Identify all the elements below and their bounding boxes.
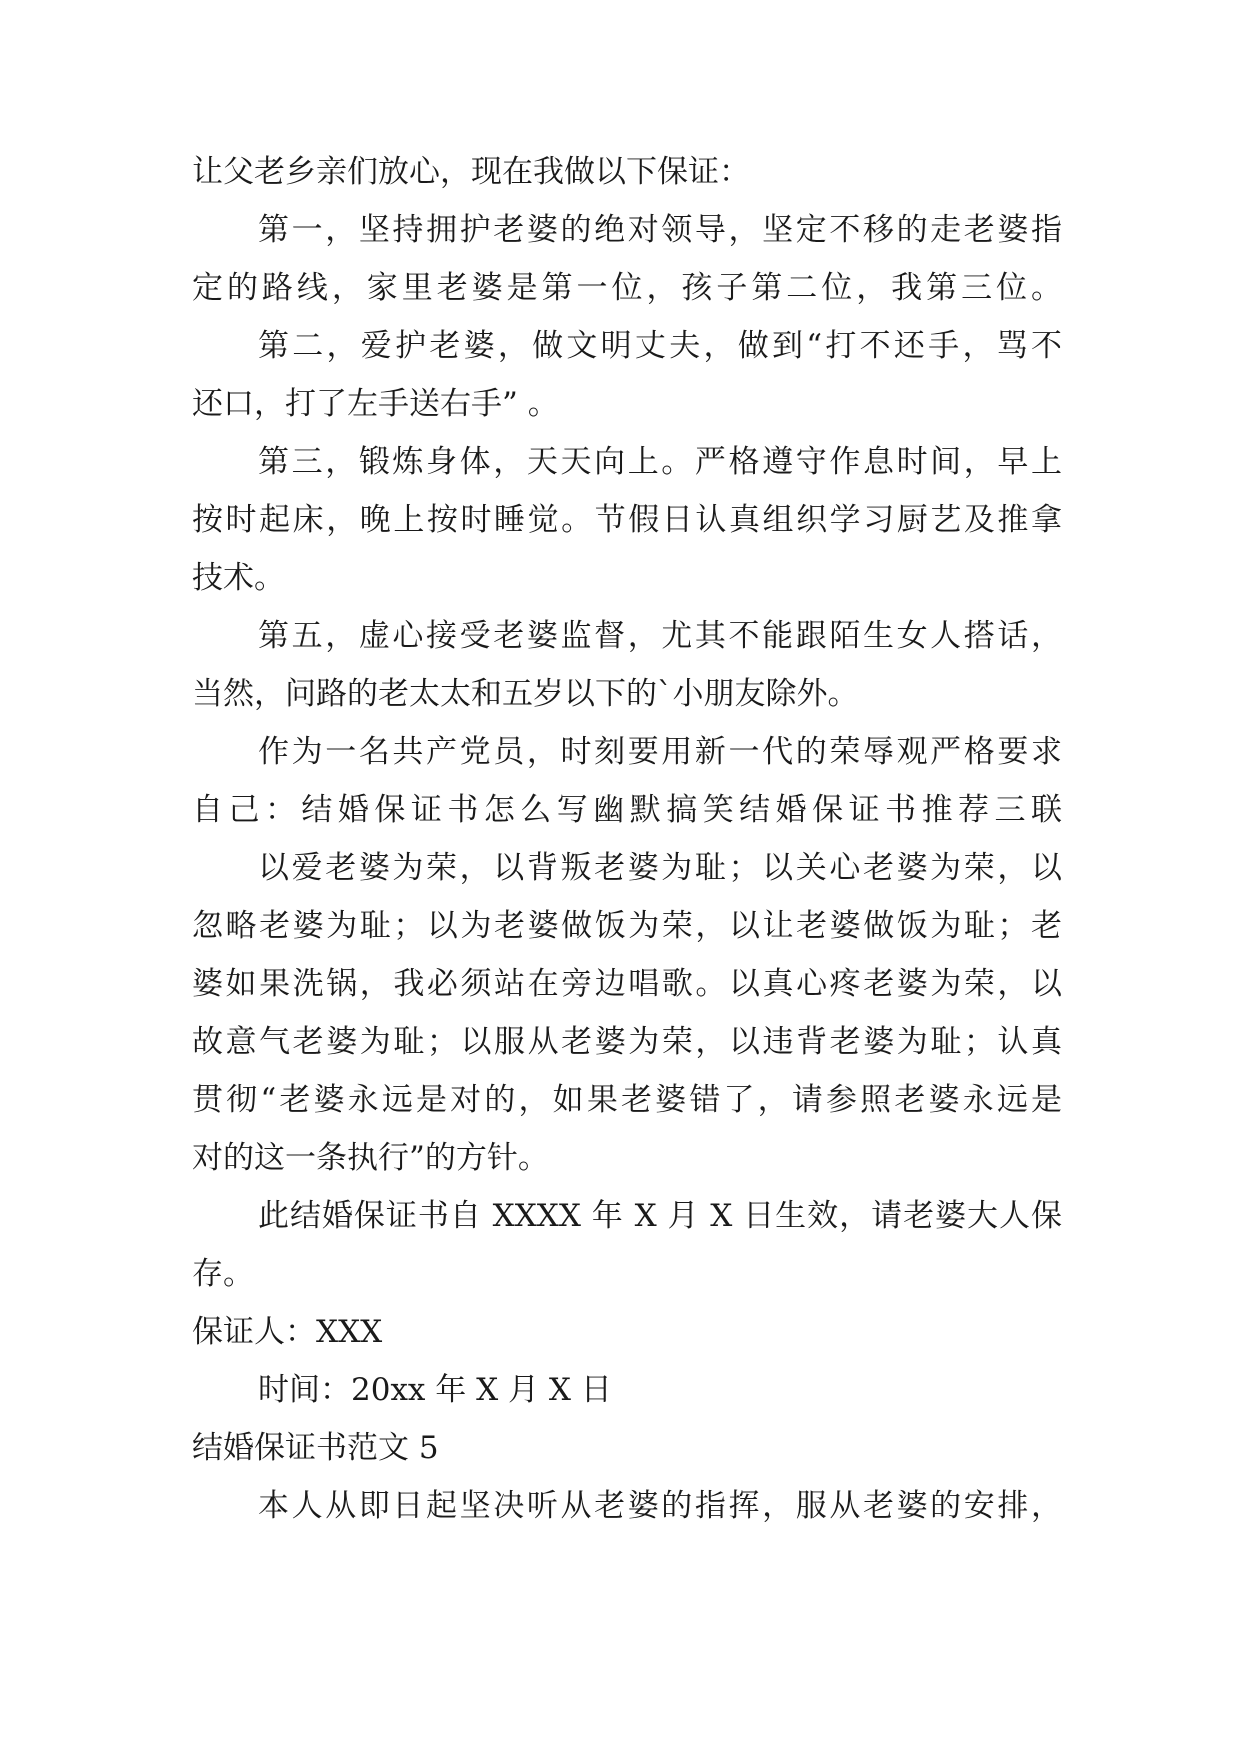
text-line-11: 作为一名共产党员，时刻要用新一代的荣辱观严格要求	[258, 734, 1062, 770]
text-line-15: 婆如果洗锅，我必须站在旁边唱歌。以真心疼老婆为荣，以	[192, 966, 1062, 1002]
text-line-3: 定的路线，家里老婆是第一位，孩子第二位，我第三位。	[192, 270, 1062, 306]
text-line-1: 让父老乡亲们放心，现在我做以下保证：	[192, 154, 750, 190]
text-line-7: 按时起床，晚上按时睡觉。节假日认真组织学习厨艺及推拿	[192, 502, 1062, 538]
text-line-19: 此结婚保证书自 XXXX 年 X 月 X 日生效，请老婆大人保	[258, 1198, 1062, 1234]
text-line-9: 第五，虚心接受老婆监督，尤其不能跟陌生女人搭话，	[258, 618, 1062, 654]
text-line-13: 以爱老婆为荣，以背叛老婆为耻；以关心老婆为荣，以	[258, 850, 1062, 886]
text-line-4: 第二，爱护老婆，做文明丈夫，做到“打不还手，骂不	[258, 328, 1062, 364]
guarantor-line: 保证人：XXX	[192, 1314, 383, 1350]
text-line-12: 自己：结婚保证书怎么写幽默搞笑结婚保证书推荐三联	[192, 792, 1062, 828]
text-line-17: 贯彻“老婆永远是对的，如果老婆错了，请参照老婆永远是	[192, 1082, 1062, 1118]
section-heading: 结婚保证书范文 5	[192, 1430, 439, 1466]
text-line-16: 故意气老婆为耻；以服从老婆为荣，以违背老婆为耻；认真	[192, 1024, 1062, 1060]
text-line-14: 忽略老婆为耻；以为老婆做饭为荣，以让老婆做饭为耻；老	[192, 908, 1062, 944]
text-line-6: 第三，锻炼身体，天天向上。严格遵守作息时间，早上	[258, 444, 1062, 480]
text-line-20: 存。	[192, 1256, 254, 1292]
text-line-5: 还口，打了左手送右手” 。	[192, 386, 559, 422]
date-line: 时间：20xx 年 X 月 X 日	[258, 1372, 612, 1408]
text-line-18: 对的这一条执行”的方针。	[192, 1140, 549, 1176]
text-line-2: 第一，坚持拥护老婆的绝对领导，坚定不移的走老婆指	[258, 212, 1062, 248]
text-line-8: 技术。	[192, 560, 285, 596]
text-line-24: 本人从即日起坚决听从老婆的指挥，服从老婆的安排，	[258, 1488, 1062, 1524]
text-line-10: 当然，问路的老太太和五岁以下的`小朋友除外。	[192, 676, 859, 712]
